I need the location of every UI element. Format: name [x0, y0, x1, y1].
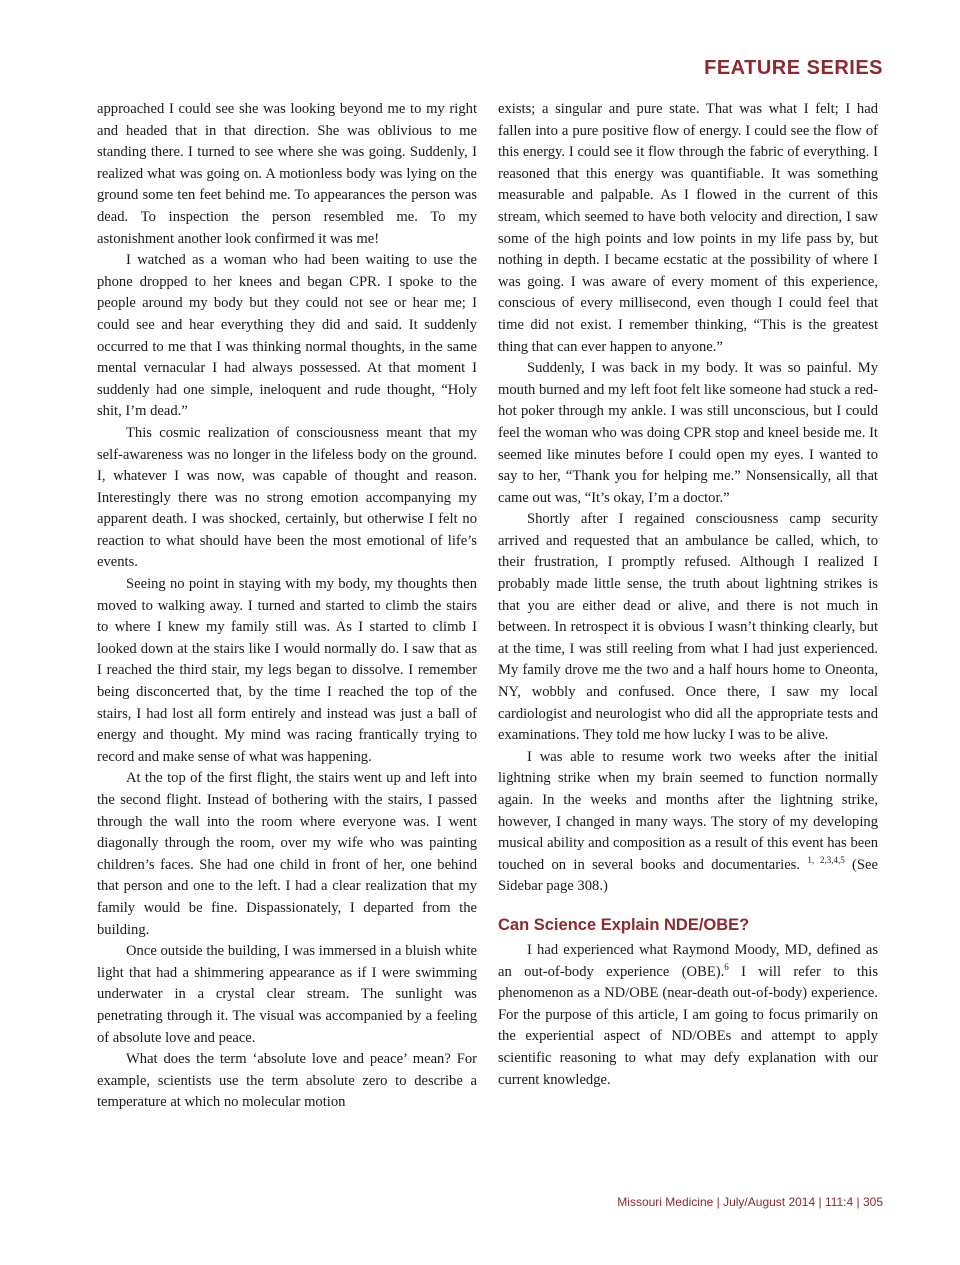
reference-superscript: 1, 2,3,4,5 [807, 854, 845, 865]
paragraph-with-reference [498, 940, 878, 1091]
paragraph: Suddenly, I was back in my body. It was so painful. My mouth burned and my left foot felt like someone had stuck a red-hot poker through my ankle. I was still unconscious, but I could feel the woman who was doing CPR stop and kneel beside me. It seemed like minutes before I could open my eyes. I wanted to say to her, “Thank you for helping me.” Nonsensically, all that came out was, “It’s okay, I’m a doctor.” [498, 360, 878, 506]
paragraph: At the top of the first flight, the stairs went up and left into the second flight. Instead of bothering with the stairs, I passed through the wall into the room where everyone was. I went diagonally through the room, over my wife who was painting children’s faces. She had one child in front of her, one behind that person and one to the left. I had a clear realization that my family would be fine. Dispassionately, I departed from the building. [97, 770, 477, 938]
paragraph-text: I had experienced what Raymond Moody, MD, defined as an out-of-body experience (OBE). [498, 941, 878, 980]
feature-series-header: FEATURE SERIES [704, 57, 883, 79]
left-column [97, 99, 477, 1114]
paragraph-text: I was able to resume work two weeks after the initial lightning strike when my brain seemed to function normally again. In the weeks and months after the lightning strike, however, I changed in many ways. The story of my developing musical ability and composition as a result of this event has been touched on in several books and documentaries. [498, 748, 878, 873]
paragraph-text: I will refer to this phenomenon as a ND/OBE (near-death out-of-body) experience. For the purpose of this article, I am going to focus primarily on the experiential aspect of ND/OBEs and attempt to apply scientific reasoning to what may defy explanation with our current knowledge. [498, 963, 878, 1088]
paragraph: Once outside the building, I was immersed in a bluish white light that had a shimmering appearance as if I were swimming underwater in a crystal clear stream. The sunlight was penetrating through it. The visual was accompanied by a feeling of absolute love and peace. [97, 943, 477, 1046]
paragraph: Seeing no point in staying with my body, my thoughts then moved to walking away. I turned and started to climb the stairs to where I knew my family still was. As I started to climb I looked down at the stairs like I would normally do. I saw that as I reached the third stair, my legs began to dissolve. I remember being disconcerted that, by the time I reached the top of the stairs, I had lost all form entirely and instead was just a ball of energy and thought. My mind was racing frantically trying to record and make sense of what was happening. [97, 576, 477, 765]
paragraph: Shortly after I regained consciousness camp security arrived and requested that an ambulance be called, which, to their frustration, I promptly refused. Although I realized I probably made little sense, the truth about lightning strikes is that you are either dead or alive, and there is not much in between. In retrospect it is obvious I wasn’t thinking clearly, but at the time, I was still reeling from what I had just experienced. My family drove me the two and a half hours home to Oneonta, NY, wobbly and confused. Once there, I saw my local cardiologist and neurologist who did all the appropriate tests and examinations. They told me how lucky I was to be alive. [498, 511, 878, 744]
paragraph: What does the term ‘absolute love and peace’ mean? For example, scientists use the term absolute zero to describe a temperature at which no molecular motion [97, 1051, 477, 1111]
paragraph: exists; a singular and pure state. That was what I felt; I had fallen into a pure positive flow of energy. I could see the flow of this energy. I could see it flow through the fabric of everything. I reasoned that this energy was quantifiable. It was something measurable and palpable. As I flowed in the current of this stream, which seemed to have both velocity and direction, I saw some of the high points and low points in my life pass by, but nothing in depth. I became ecstatic at the possibility of where I was going. I was aware of every moment of this experience, conscious of every millisecond, even though I could feel that time did not exist. I remember thinking, “This is the greatest thing that can ever happen to anyone.” [498, 101, 878, 355]
section-heading: Can Science Explain NDE/OBE? [498, 915, 750, 934]
paragraph-with-references [498, 747, 878, 898]
paragraph: This cosmic realization of consciousness meant that my self-awareness was no longer in the lifeless body on the ground. I, whatever I was now, was capable of thought and reason. Interestingly there was no strong emotion accompanying my apparent death. I was shocked, certainly, but otherwise I felt no reaction to what should have been the most emotional of life’s events. [97, 424, 477, 571]
paragraph: I watched as a woman who had been waiting to use the phone dropped to her knees and began CPR. I spoke to the people around my body but they could not see or hear me; I could see and hear everything they did and said. It suddenly occurred to me that I was thinking normal thoughts, in the same mental vernacular I had always possessed. At that moment I suddenly had one simple, ineloquent and rude thought, “Holy shit, I’m dead.” [97, 252, 477, 420]
sidebar-note: (See Sidebar page 308.) [498, 856, 878, 895]
right-column [498, 99, 878, 1091]
paragraph: approached I could see she was looking beyond me to my right and headed that in that direction. She was oblivious to me standing there. I turned to see where she was going. Suddenly, I realized what was going on. A motionless body was lying on the ground some ten feet behind me. To appearances the person was dead. To inspection the person resembled me. To my astonishment another look confirmed it was me! [97, 101, 477, 247]
page-footer-citation: Missouri Medicine | July/August 2014 | 111:4 | 305 [617, 1195, 883, 1209]
reference-superscript: 6 [724, 961, 729, 972]
